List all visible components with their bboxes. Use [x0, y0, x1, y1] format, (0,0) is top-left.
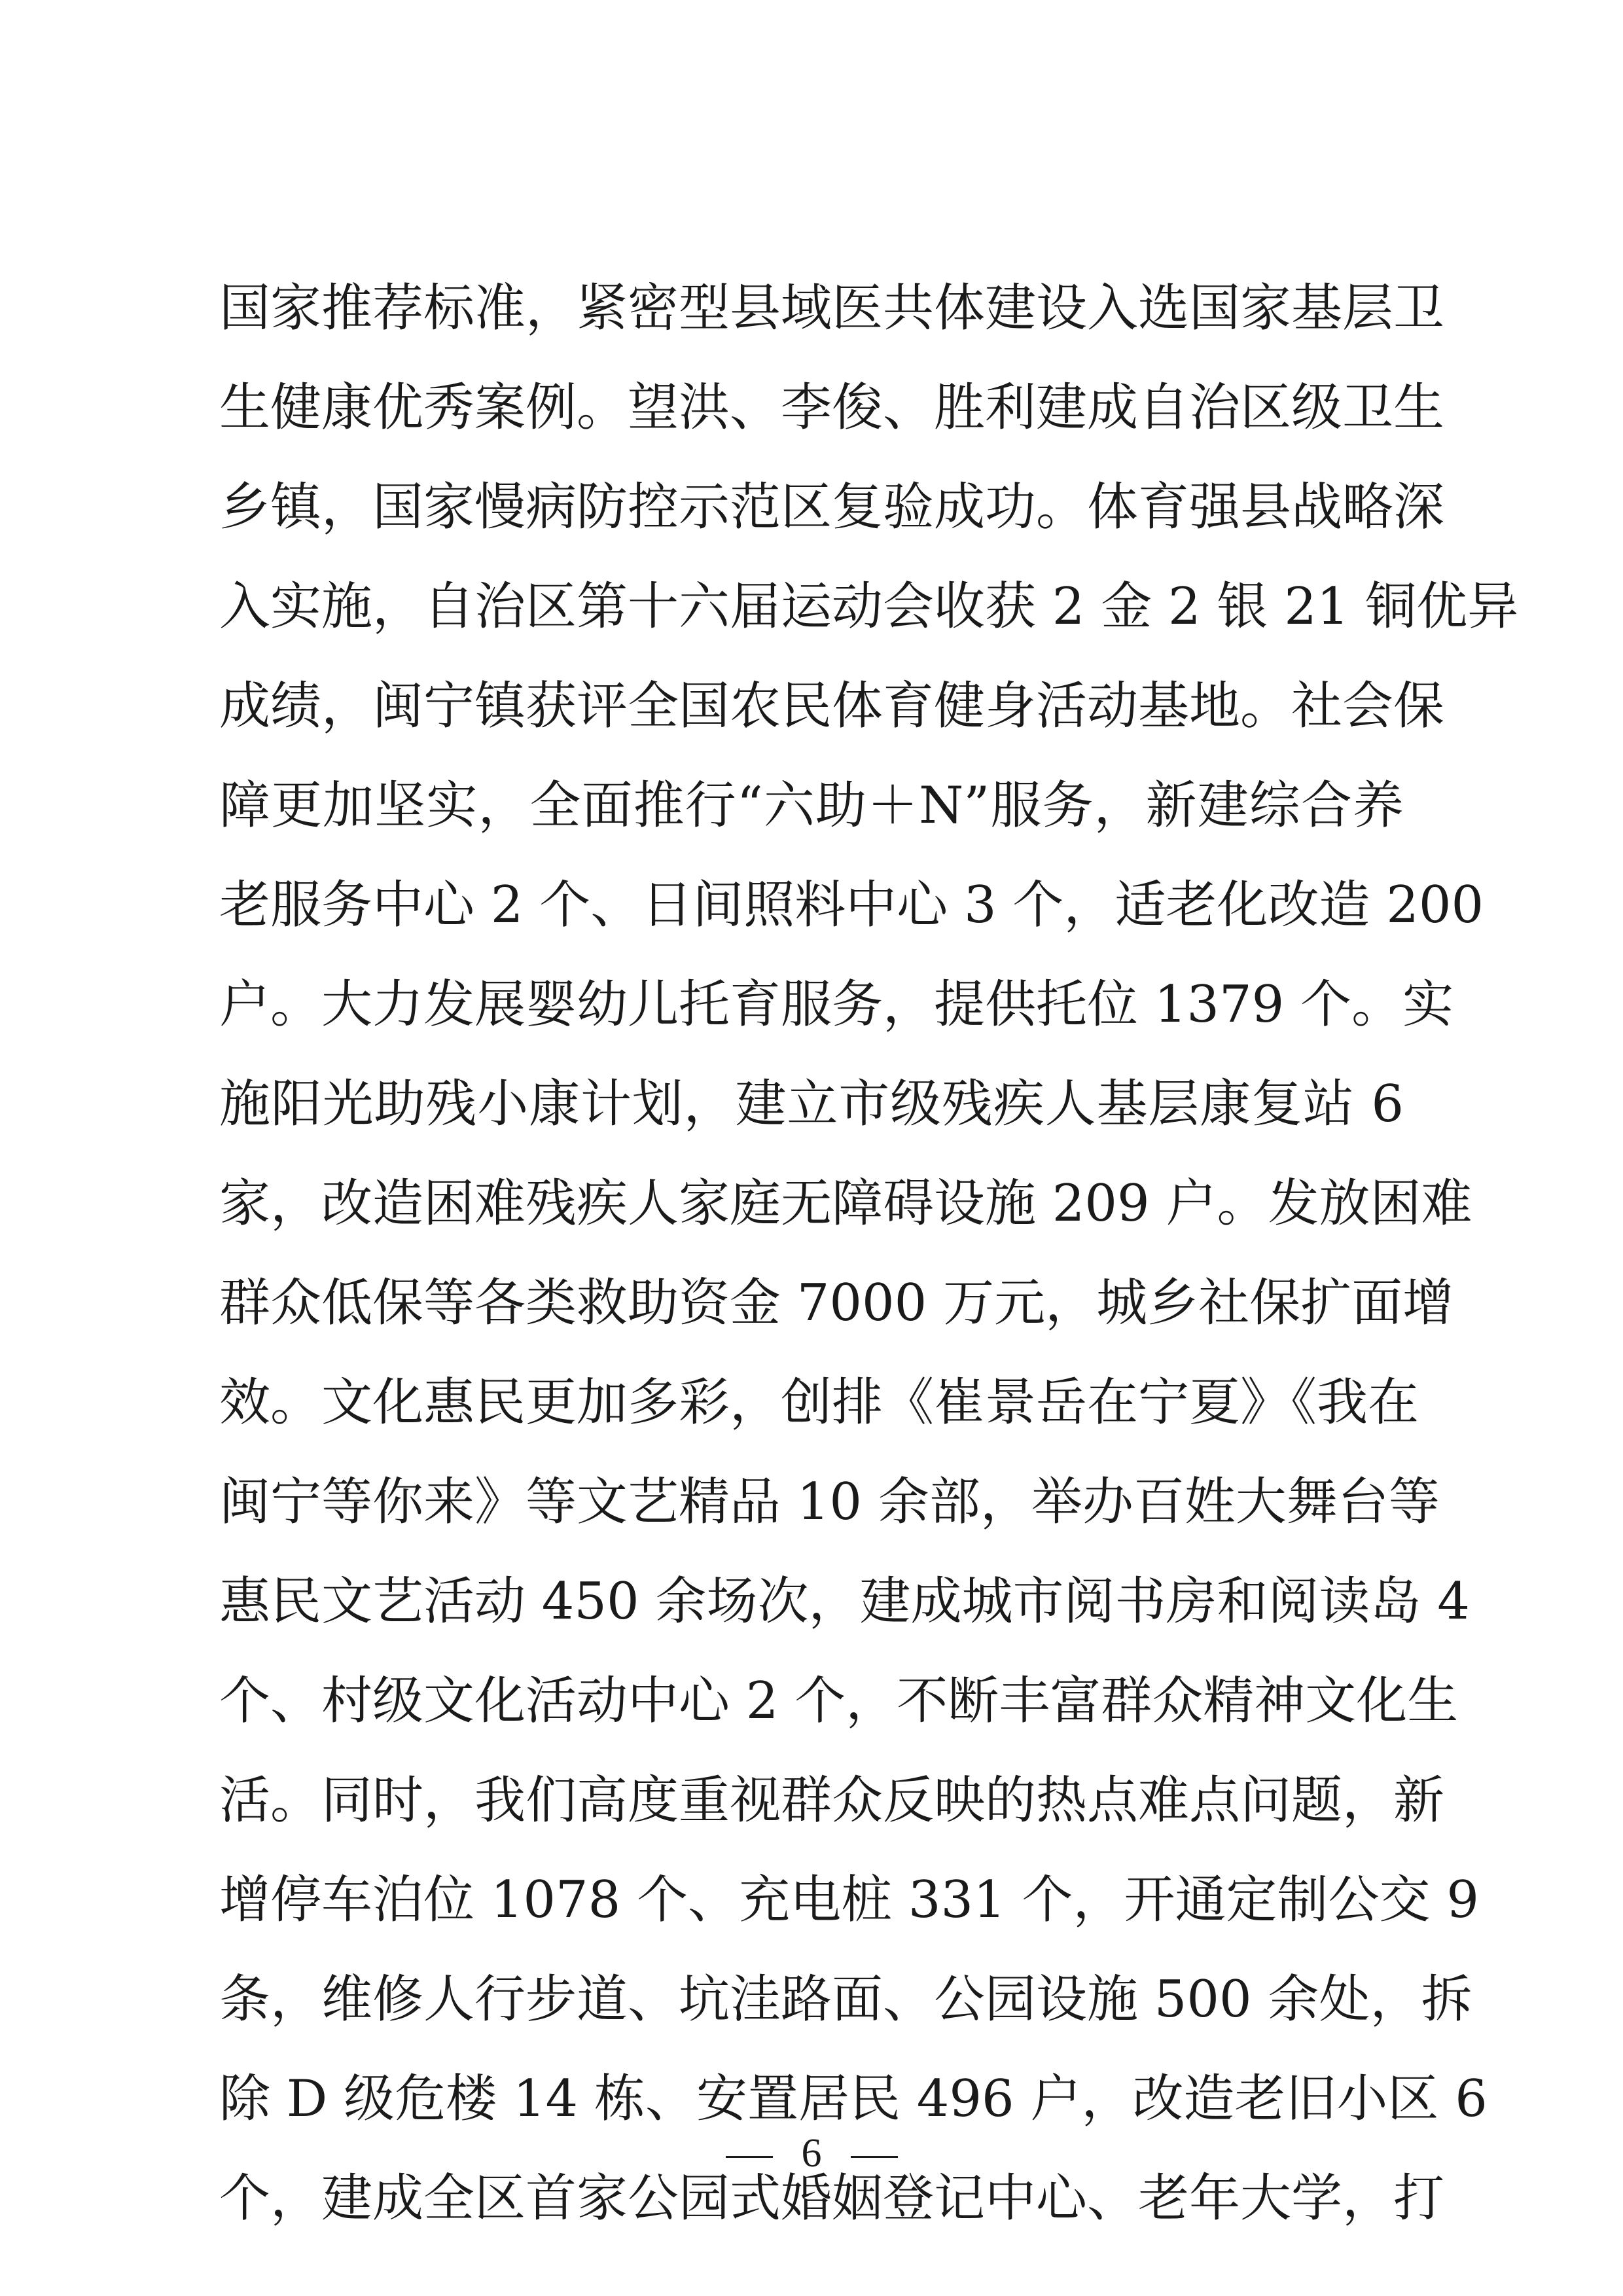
- text-line: 家，改造困难残疾人家庭无障碍设施 209 户。发放困难: [219, 1174, 1472, 1233]
- text-line: 条，维修人行步道、坑洼路面、公园设施 500 余处，拆: [219, 1970, 1472, 2029]
- text-line: 除 D 级危楼 14 栋、安置居民 496 户，改造老旧小区 6: [219, 2070, 1488, 2128]
- right-dash: [851, 2156, 898, 2158]
- body-text: [219, 259, 1519, 2248]
- page-number-footer: [0, 2130, 1623, 2177]
- text-line: 入实施，自治区第十六届运动会收获 2 金 2 银 21 铜优异: [219, 577, 1519, 636]
- text-line: 活。同时，我们高度重视群众反映的热点难点问题，新: [219, 1771, 1445, 1830]
- text-line: 效。文化惠民更加多彩，创排《崔景岳在宁夏》《我在: [219, 1373, 1419, 1432]
- text-line: 闽宁等你来》等文艺精品 10 余部，举办百姓大舞台等: [219, 1473, 1440, 1532]
- text-line: 户。大力发展婴幼儿托育服务，提供托位 1379 个。实: [219, 975, 1454, 1034]
- left-dash: [726, 2156, 773, 2158]
- page-number: 6: [801, 2131, 822, 2176]
- text-line: 国家推荐标准，紧密型县域医共体建设入选国家基层卫: [219, 279, 1445, 338]
- text-line: 乡镇，国家慢病防控示范区复验成功。体育强县战略深: [219, 478, 1445, 537]
- text-line: 施阳光助残小康计划，建立市级残疾人基层康复站 6: [219, 1075, 1404, 1134]
- text-line: 个，建成全区首家公园式婚姻登记中心、老年大学，打: [219, 2169, 1445, 2228]
- text-line: 生健康优秀案例。望洪、李俊、胜利建成自治区级卫生: [219, 378, 1445, 437]
- text-line: 老服务中心 2 个、日间照料中心 3 个，适老化改造 200: [219, 876, 1484, 935]
- text-line: 增停车泊位 1078 个、充电桩 331 个，开通定制公交 9: [219, 1871, 1479, 1929]
- text-line: 群众低保等各类救助资金 7000 万元，城乡社保扩面增: [219, 1274, 1454, 1333]
- text-line: 成绩，闽宁镇获评全国农民体育健身活动基地。社会保: [219, 677, 1445, 736]
- text-line: 障更加坚实，全面推行“六助＋N”服务，新建综合养: [219, 776, 1404, 835]
- text-line: 惠民文艺活动 450 余场次，建成城市阅书房和阅读岛 4: [219, 1572, 1470, 1631]
- text-line: 个、村级文化活动中心 2 个，不断丰富群众精神文化生: [219, 1672, 1459, 1731]
